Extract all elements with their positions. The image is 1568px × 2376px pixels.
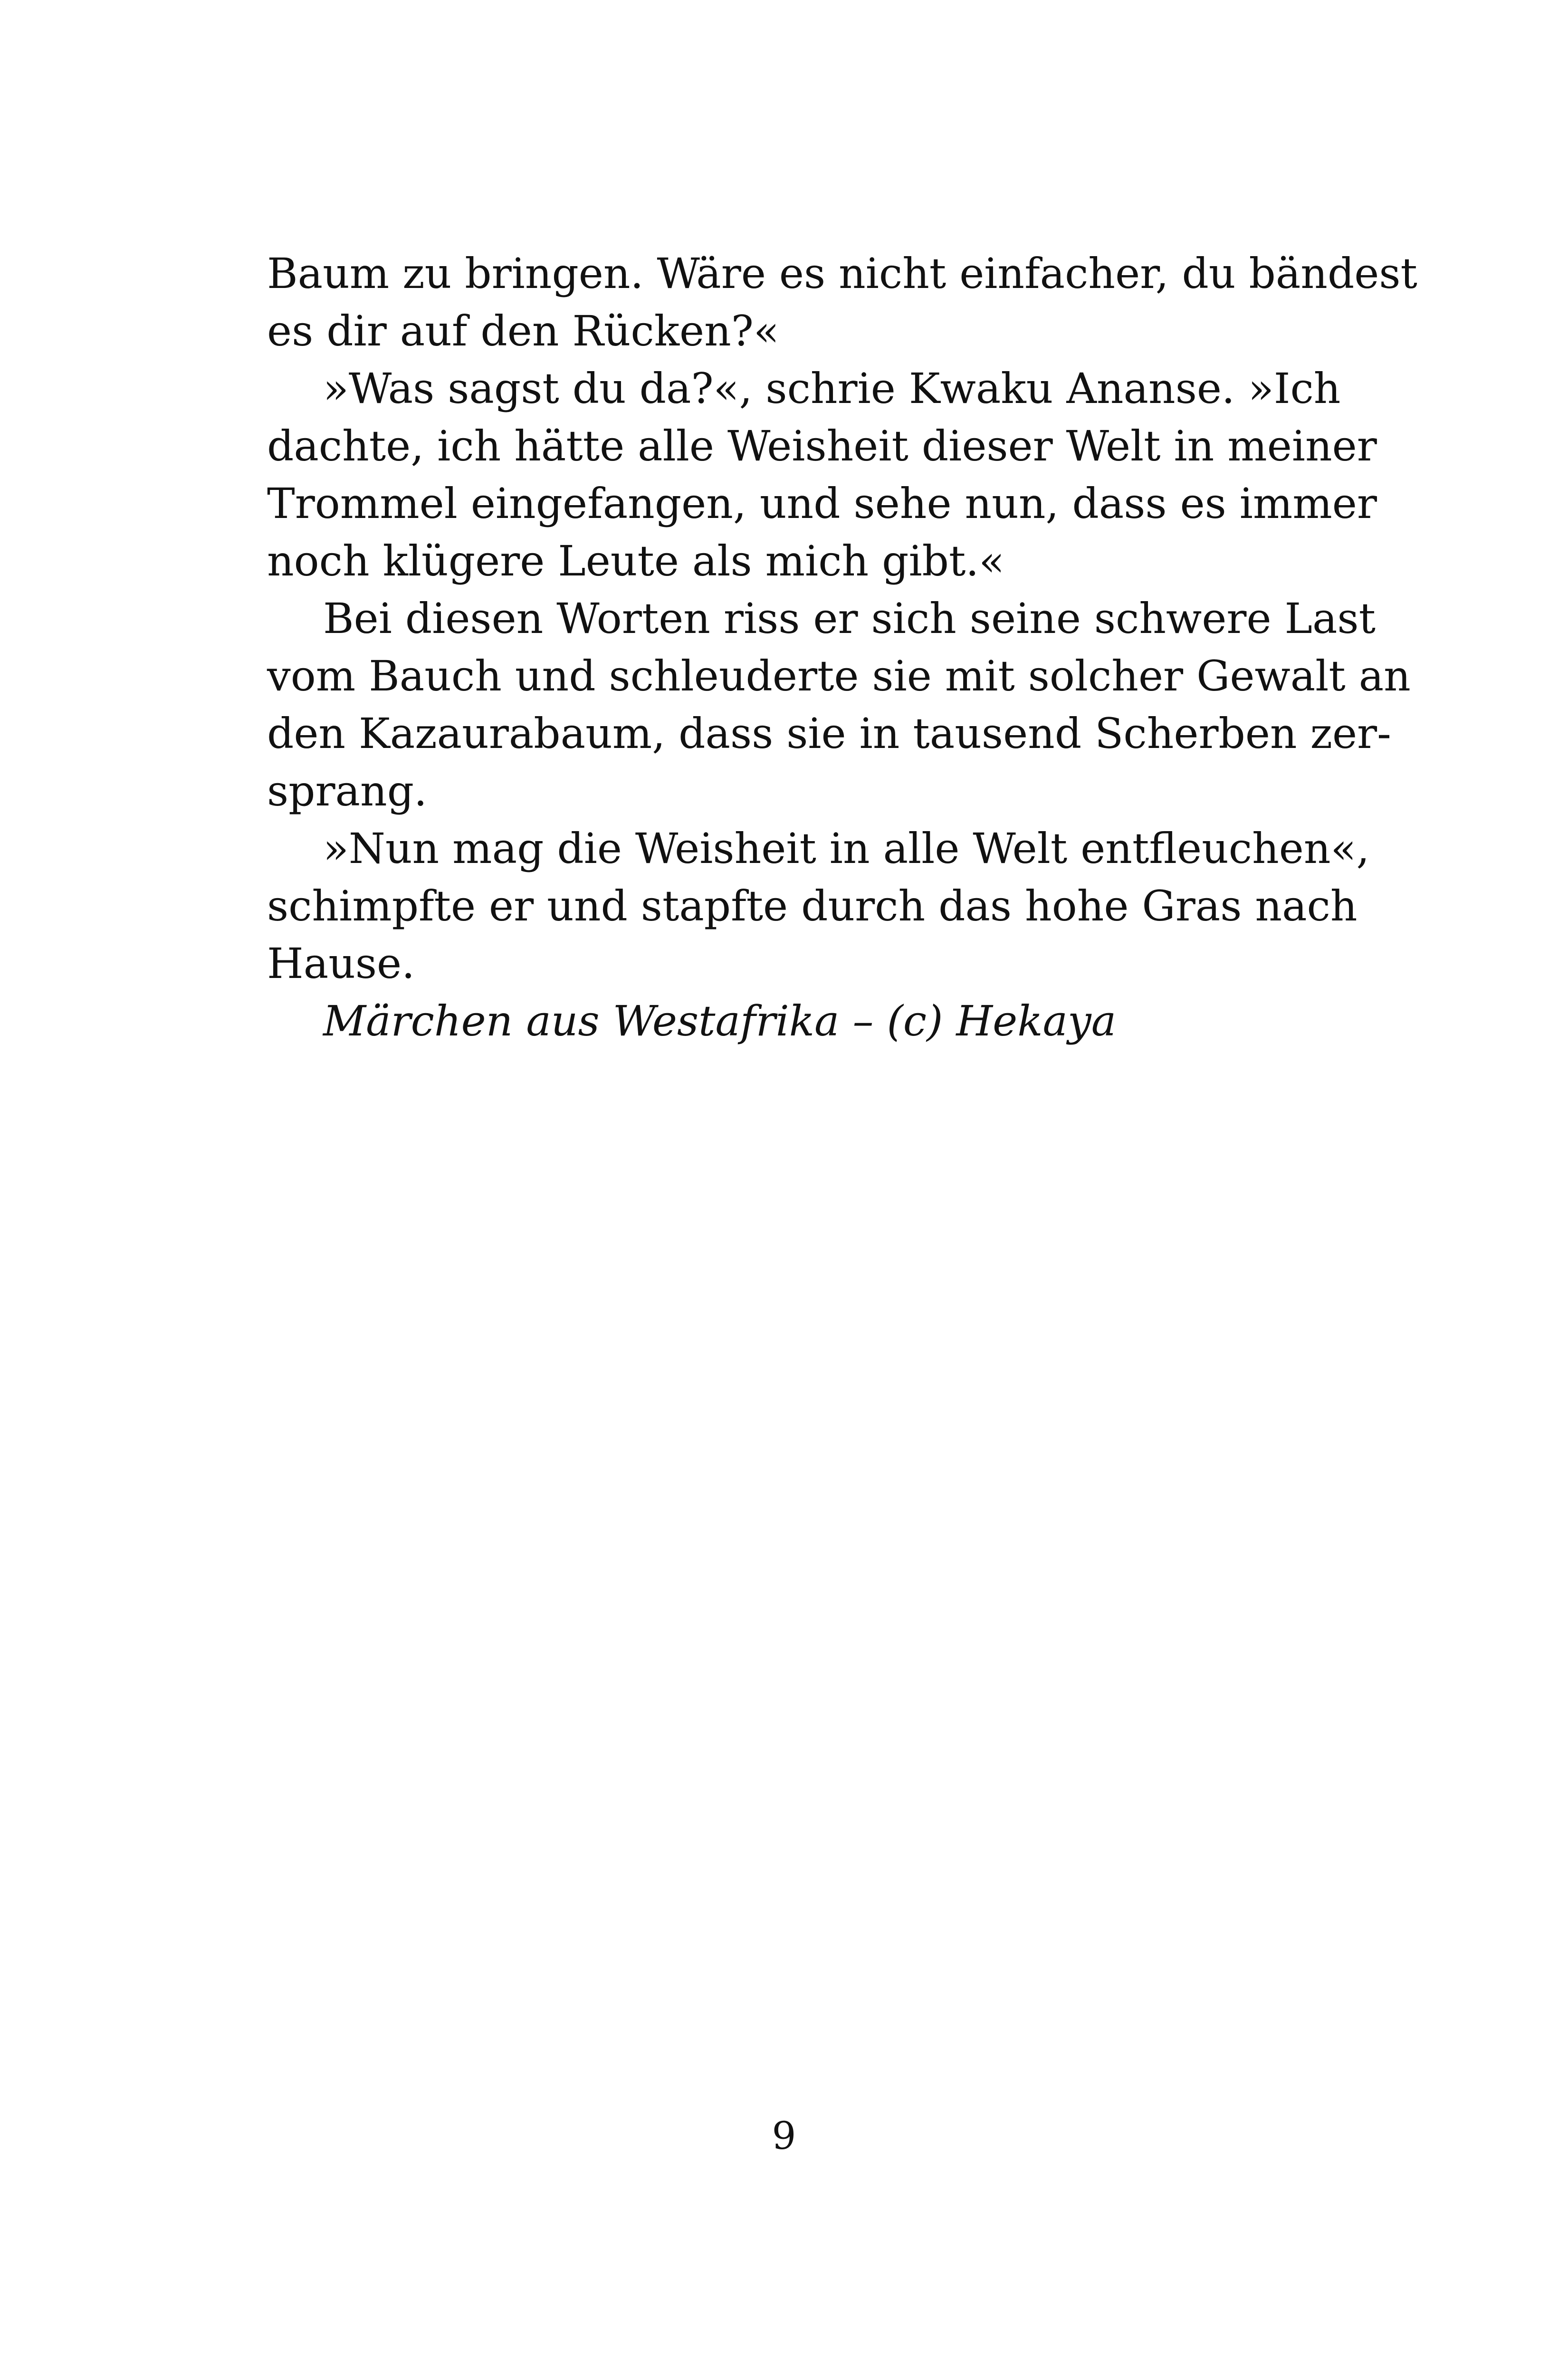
text-line: vom Bauch und schleuderte sie mit solcher Gewalt an	[267, 651, 1411, 700]
story-text	[267, 245, 1417, 1050]
text-line: dachte, ich hätte alle Weisheit dieser Welt in meiner	[267, 422, 1377, 470]
text-line: sprang.	[267, 766, 428, 815]
text-line: Hause.	[267, 939, 415, 988]
text-line: schimpfte er und stapfte durch das hohe Gras nach	[267, 881, 1358, 930]
text-line: Trommel eingefangen, und sehe nun, dass es immer	[267, 479, 1377, 528]
text-line: Baum zu bringen. Wäre es nicht einfacher, du bändest	[267, 249, 1417, 298]
text-line: Bei diesen Worten riss er sich seine schwere Last	[323, 594, 1376, 643]
text-line: den Kazaurabaum, dass sie in tausend Scherben zer-	[267, 709, 1391, 758]
page-number: 9	[772, 2114, 796, 2158]
text-line: »Was sagst du da?«, schrie Kwaku Ananse. »Ich	[323, 364, 1341, 413]
source-attribution: Märchen aus Westafrika – (c) Hekaya	[323, 996, 1117, 1045]
text-line: es dir auf den Rücken?«	[267, 307, 779, 355]
text-line: »Nun mag die Weisheit in alle Welt entfleuchen«,	[323, 824, 1370, 873]
text-line: noch klügere Leute als mich gibt.«	[267, 537, 1005, 585]
